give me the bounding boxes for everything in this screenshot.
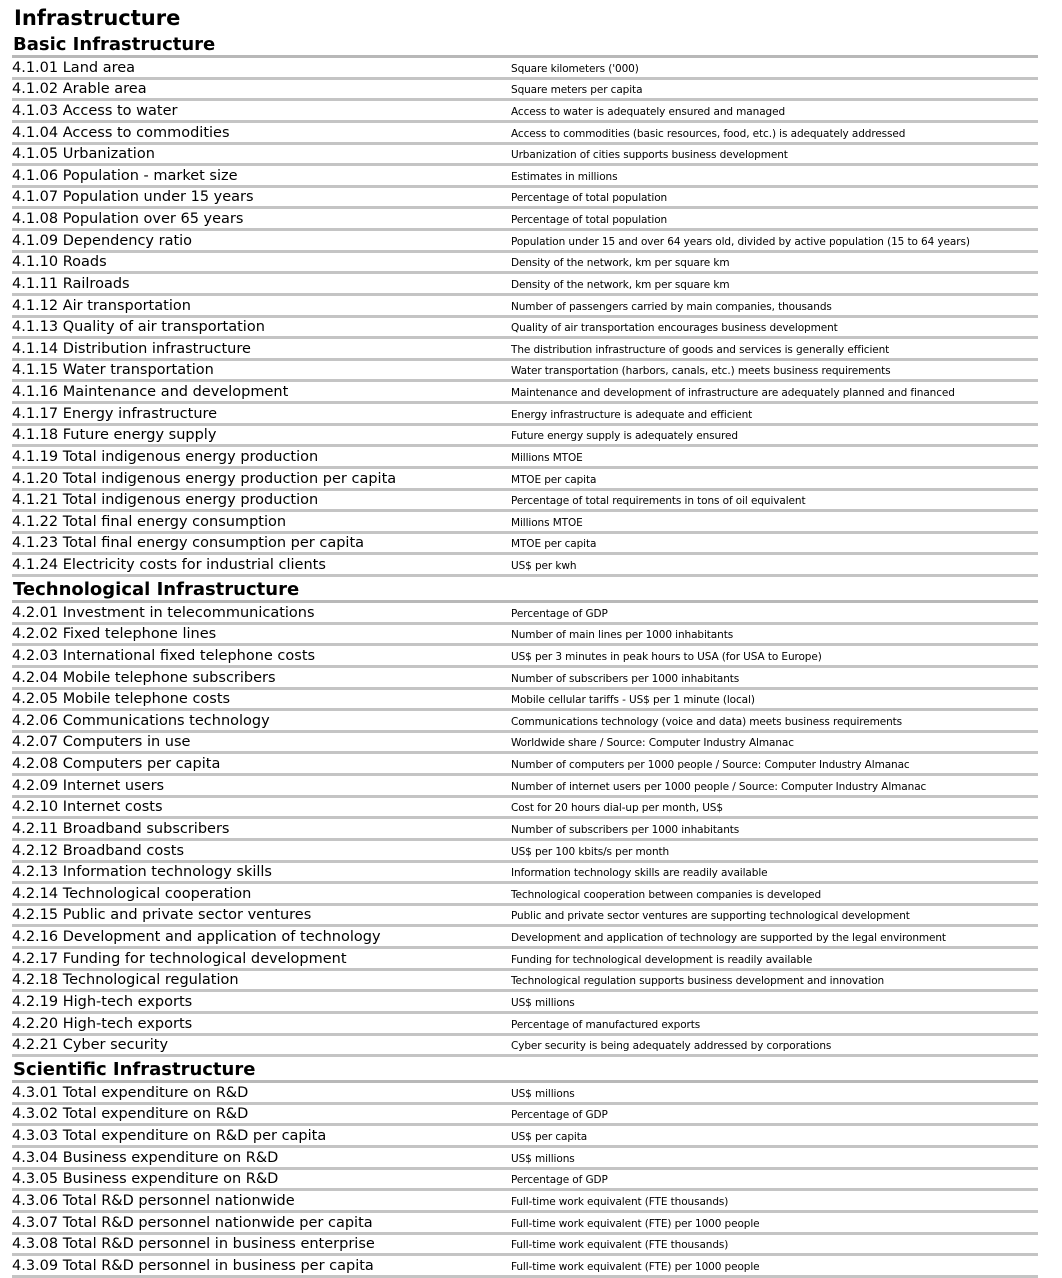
criterion-description: MTOE per capita [511, 538, 597, 551]
table-row [12, 949, 1038, 971]
criterion-name: 4.3.03 Total expenditure on R&D per capita [12, 1128, 327, 1144]
criterion-name: 4.2.14 Technological cooperation [12, 885, 252, 902]
table-row [12, 188, 1038, 210]
criterion-name: 4.3.06 Total R&D personnel nationwide [12, 1192, 295, 1209]
criterion-description: Information technology skills are readily available [511, 867, 768, 880]
criterion-description: Number of subscribers per 1000 inhabitants [511, 823, 740, 836]
table-row [12, 361, 1038, 383]
criterion-description: Number of passengers carried by main companies, thousands [511, 300, 832, 313]
criterion-name: 4.1.16 Maintenance and development [12, 384, 289, 400]
criterion-description: Cost for 20 hours dial-up per month, US$ [511, 802, 723, 815]
criterion-name: 4.2.01 Investment in telecommunications [12, 604, 315, 621]
criterion-description: Technological regulation supports business development and innovation [511, 975, 885, 988]
criterion-description: Density of the network, km per square km [511, 257, 730, 270]
criterion-name: 4.2.08 Computers per capita [12, 756, 221, 772]
criterion-description: Full-time work equivalent (FTE thousands) [511, 1195, 729, 1208]
page-title: Infrastructure [14, 6, 181, 30]
criterion-description: Millions MTOE [511, 516, 583, 529]
criterion-name: 4.1.09 Dependency ratio [12, 232, 193, 249]
criterion-description: Percentage of total population [511, 214, 668, 226]
criterion-description: Full-time work equivalent (FTE) per 1000 people [511, 1260, 760, 1273]
table-row [12, 884, 1038, 906]
criterion-description: US$ per 100 kbits/s per month [511, 845, 670, 858]
criterion-description: Technological cooperation between companies is developed [511, 888, 822, 901]
criterion-name: 4.1.01 Land area [12, 59, 136, 76]
criterion-description: Full-time work equivalent (FTE thousands) [511, 1239, 729, 1252]
criterion-name: 4.2.07 Computers in use [12, 734, 191, 751]
criterion-description: Urbanization of cities supports business development [511, 149, 788, 162]
criterion-name: 4.2.17 Funding for technological development [12, 950, 347, 967]
criterion-name: 4.1.10 Roads [12, 254, 107, 271]
table-row [12, 927, 1038, 949]
criterion-description: Number of internet users per 1000 people / Source: Computer Industry Almanac [511, 780, 927, 793]
criterion-name: 4.3.05 Business expenditure on R&D [12, 1171, 279, 1188]
criterion-description: Percentage of total population [511, 192, 668, 205]
criterion-name: 4.1.14 Distribution infrastructure [12, 340, 251, 357]
criterion-description: Density of the network, km per square km [511, 278, 730, 291]
table-row [12, 555, 1038, 577]
criterion-description: The distribution infrastructure of goods and services is generally efficient [511, 343, 890, 356]
criterion-description: Quality of air transportation encourages business development [511, 322, 838, 335]
criterion-name: 4.2.10 Internet costs [12, 799, 163, 816]
criterion-name: 4.2.21 Cyber security [12, 1037, 169, 1054]
criterion-name: 4.3.04 Business expenditure on R&D [12, 1149, 279, 1166]
criterion-description: Number of subscribers per 1000 inhabitants [511, 672, 740, 685]
criterion-name: 4.1.20 Total indigenous energy production per capita [12, 470, 397, 487]
table-row [12, 690, 1038, 712]
table-row [12, 1014, 1038, 1036]
criterion-description: Development and application of technology are supported by the legal environment [511, 932, 946, 944]
criterion-name: 4.1.19 Total indigenous energy production [12, 448, 319, 465]
table-row [12, 209, 1038, 231]
table-row [12, 863, 1038, 885]
table-row [12, 819, 1038, 841]
table-row [12, 318, 1038, 340]
criterion-name: 4.1.17 Energy infrastructure [12, 405, 218, 422]
criterion-name: 4.2.12 Broadband costs [12, 842, 185, 859]
table-row [12, 274, 1038, 296]
criterion-description: US$ per capita [511, 1131, 588, 1143]
table-row [12, 534, 1038, 556]
criterion-name: 4.1.02 Arable area [12, 81, 147, 98]
criterion-description: Cyber security is being adequately addressed by corporations [511, 1040, 832, 1053]
criterion-description: Percentage of GDP [511, 1109, 608, 1122]
table-row [12, 1126, 1038, 1148]
criterion-name: 4.2.05 Mobile telephone costs [12, 691, 231, 708]
table-row [12, 646, 1038, 668]
table-row [12, 733, 1038, 755]
criterion-description: Percentage of GDP [511, 1174, 608, 1187]
table-row [12, 1213, 1038, 1235]
criterion-name: 4.2.19 High-tech exports [12, 993, 193, 1010]
criterion-name: 4.2.15 Public and private sector ventures [12, 907, 312, 924]
criterion-description: Future energy supply is adequately ensured [511, 430, 738, 443]
criterion-name: 4.1.13 Quality of air transportation [12, 319, 265, 336]
criterion-name: 4.2.03 International fixed telephone costs [12, 647, 316, 664]
table-row [12, 668, 1038, 690]
criterion-name: 4.2.04 Mobile telephone subscribers [12, 669, 276, 686]
criterion-description: Full-time work equivalent (FTE) per 1000 people [511, 1217, 760, 1230]
criterion-name: 4.1.18 Future energy supply [12, 427, 217, 444]
criterion-description: Worldwide share / Source: Computer Industry Almanac [511, 737, 794, 750]
criterion-name: 4.1.21 Total indigenous energy production [12, 492, 319, 509]
table-row [12, 426, 1038, 448]
table-row [12, 58, 1038, 80]
criterion-description: US$ per 3 minutes in peak hours to USA (for USA to Europe) [511, 650, 822, 663]
table-row [12, 603, 1038, 625]
table-row [12, 841, 1038, 863]
criterion-name: 4.1.04 Access to commodities [12, 124, 230, 141]
table-row [12, 339, 1038, 361]
criterion-description: Percentage of total requirements in tons of oil equivalent [511, 495, 806, 508]
section-heading: Basic Infrastructure [12, 32, 1038, 58]
criterion-description: US$ per kwh [511, 560, 577, 572]
criterion-name: 4.1.06 Population - market size [12, 167, 238, 184]
criterion-description: Estimates in millions [511, 170, 618, 183]
criterion-description: Percentage of GDP [511, 607, 608, 620]
sections-container [12, 32, 1038, 1278]
table-row [12, 512, 1038, 534]
table-row [12, 1256, 1038, 1278]
table-row [12, 491, 1038, 513]
criterion-description: US$ millions [511, 1152, 575, 1165]
criterion-description: Access to water is adequately ensured and managed [511, 105, 786, 118]
criterion-name: 4.2.02 Fixed telephone lines [12, 626, 217, 643]
criterion-description: Square meters per capita [511, 84, 643, 97]
criterion-name: 4.1.05 Urbanization [12, 146, 155, 163]
table-row [12, 776, 1038, 798]
criterion-description: Water transportation (harbors, canals, etc.) meets business requirements [511, 365, 891, 378]
criterion-name: 4.1.12 Air transportation [12, 297, 191, 314]
table-row [12, 1148, 1038, 1170]
table-row [12, 1170, 1038, 1192]
criterion-name: 4.1.03 Access to water [12, 102, 178, 119]
criterion-name: 4.2.18 Technological regulation [12, 972, 239, 989]
criterion-name: 4.1.22 Total final energy consumption [12, 513, 287, 530]
table-row [12, 1036, 1038, 1058]
criterion-name: 4.2.06 Communications technology [12, 712, 270, 729]
table-row [12, 711, 1038, 733]
criterion-description: Population under 15 and over 64 years old, divided by active population (15 to 64 years) [511, 235, 970, 248]
criterion-description: Access to commodities (basic resources, food, etc.) is adequately addressed [511, 127, 906, 140]
table-row [12, 754, 1038, 776]
table-row [12, 80, 1038, 102]
section-heading: Technological Infrastructure [12, 577, 1038, 603]
table-row [12, 1105, 1038, 1127]
table-row [12, 1235, 1038, 1257]
table-row [12, 404, 1038, 426]
table-row [12, 1191, 1038, 1213]
table-row [12, 906, 1038, 928]
criterion-description: Square kilometers ('000) [511, 62, 639, 75]
criterion-name: 4.3.09 Total R&D personnel in business per capita [12, 1257, 374, 1274]
criterion-description: Communications technology (voice and data) meets business requirements [511, 715, 903, 728]
table-row [12, 992, 1038, 1014]
criterion-name: 4.1.08 Population over 65 years [12, 211, 244, 227]
criterion-description: Millions MTOE [511, 451, 583, 464]
table-row [12, 145, 1038, 167]
criterion-name: 4.2.11 Broadband subscribers [12, 820, 230, 837]
criterion-name: 4.3.08 Total R&D personnel in business enterprise [12, 1236, 375, 1253]
criterion-name: 4.2.13 Information technology skills [12, 864, 272, 881]
criterion-description: Maintenance and development of infrastructure are adequately planned and financed [511, 387, 955, 399]
table-row [12, 971, 1038, 993]
criterion-name: 4.1.24 Electricity costs for industrial clients [12, 557, 326, 573]
criterion-description: Public and private sector ventures are supporting technological development [511, 910, 910, 923]
criterion-name: 4.1.23 Total final energy consumption per capita [12, 535, 365, 552]
table-row [12, 166, 1038, 188]
criterion-name: 4.1.15 Water transportation [12, 362, 214, 379]
criterion-description: US$ millions [511, 1087, 575, 1100]
table-row [12, 625, 1038, 647]
criterion-description: Mobile cellular tariffs - US$ per 1 minute (local) [511, 694, 755, 707]
criterion-name: 4.1.11 Railroads [12, 275, 130, 292]
table-row [12, 382, 1038, 404]
table-row [12, 469, 1038, 491]
criterion-name: 4.3.07 Total R&D personnel nationwide per capita [12, 1214, 373, 1231]
table-row [12, 1083, 1038, 1105]
table-row [12, 798, 1038, 820]
criterion-description: Funding for technological development is readily available [511, 953, 813, 966]
criterion-name: 4.2.09 Internet users [12, 777, 165, 794]
table-row [12, 101, 1038, 123]
criterion-description: Number of main lines per 1000 inhabitants [511, 629, 734, 642]
document-page [12, 4, 1038, 1278]
criterion-description: Energy infrastructure is adequate and efficient [511, 408, 753, 421]
table-row [12, 296, 1038, 318]
section-heading: Scientific Infrastructure [12, 1057, 1038, 1083]
table-row [12, 447, 1038, 469]
criterion-description: MTOE per capita [511, 473, 597, 486]
criterion-name: 4.3.02 Total expenditure on R&D [12, 1106, 249, 1123]
criterion-description: Percentage of manufactured exports [511, 1018, 701, 1031]
criterion-name: 4.2.20 High-tech exports [12, 1015, 193, 1032]
criterion-description: Number of computers per 1000 people / Source: Computer Industry Almanac [511, 759, 910, 771]
table-row [12, 253, 1038, 275]
criterion-name: 4.3.01 Total expenditure on R&D [12, 1084, 249, 1101]
criterion-description: US$ millions [511, 996, 575, 1009]
table-row [12, 123, 1038, 145]
criterion-name: 4.2.16 Development and application of technology [12, 929, 381, 945]
criterion-name: 4.1.07 Population under 15 years [12, 189, 254, 206]
table-row [12, 231, 1038, 253]
